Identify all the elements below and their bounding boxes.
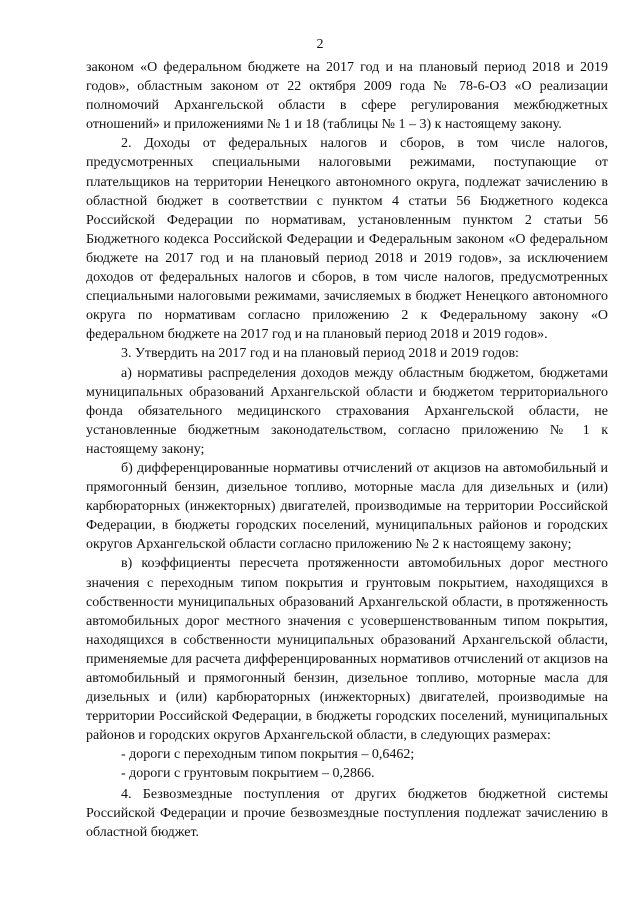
list-item-v: в) коэффициенты пересчета протяженности автомобильных дорог местного значения с переходным типом покрытия и грунтовым покрытием, находящихся в собственности муниципальных образований Архангельской области, в протяженность автомобильных дорог местного значения с усовершенствованным типом покрытия, находящихся в собственности муниципальных образований Архангельской области, применяемые для расчета дифференцированных нормативов отчислений от акцизов на автомобильный и прямогонный бензин, дизельное топливо, моторные масла для дизельных и (или) карбюраторных (инжекторных) двигателей, производимые на территории Российской Федерации, в бюджеты городских поселений, муниципальных районов и городских округов Архангельской области, в следующих размерах:	[86, 556, 608, 744]
paragraph-section-2: 2. Доходы от федеральных налогов и сборов, в том числе налогов, предусмотренных специальными налоговыми режимами, поступающие от плательщиков на территории Ненецкого автономного округа, подлежат зачислению в областной бюджет в соответствии с пунктом 4 статьи 56 Бюджетного кодекса Российской Федерации по нормативам, установленным пунктом 2 статьи 56 Бюджетного кодекса Российской Федерации и Федеральным законом «О федеральном бюджете на 2017 год и на плановый период 2018 и 2019 годов», за исключением доходов от федеральных налогов и сборов, в том числе налогов, предусмотренных специальными налоговыми режимами, зачисляемых в бюджет Ненецкого автономного округа по нормативам согласно приложению 2 к Федеральному закону «О федеральном бюджете на 2017 год и на плановый период 2018 и 2019 годов».	[86, 136, 608, 343]
document-body	[86, 58, 608, 842]
paragraph-section-3: 3. Утвердить на 2017 год и на плановый период 2018 и 2019 годов:	[121, 346, 519, 362]
paragraph-section-4: 4. Безвозмездные поступления от других бюджетов бюджетной системы Российской Федерации и прочие безвозмездные поступления подлежат зачислению в областной бюджет.	[86, 786, 608, 840]
page-number: 2	[316, 37, 324, 52]
coefficient-transitional-road: - дороги с переходным типом покрытия – 0,6462;	[121, 747, 415, 763]
paragraph-continuation: законом «О федеральном бюджете на 2017 год и на плановый период 2018 и 2019 годов», областным законом от 22 октября 2009 года № 78-6-ОЗ «О реализации полномочий Архангельской области в сфере регулирования межбюджетных отношений» и приложениями № 1 и 18 (таблицы № 1 – 3) к настоящему закону.	[86, 60, 608, 133]
list-item-a: а) нормативы распределения доходов между областным бюджетом, бюджетами муниципальных образований Архангельской области и бюджетом территориального фонда обязательного медицинского страхования Архангельской области, не установленные бюджетным законодательством, согласно приложению № 1 к настоящему закону;	[86, 365, 608, 457]
list-item-b: б) дифференцированные нормативы отчислений от акцизов на автомобильный и прямогонный бензин, дизельное топливо, моторные масла для дизельных и (или) карбюраторных (инжекторных) двигателей, производимые на территории Российской Федерации, в бюджеты городских поселений, муниципальных районов и городских округов Архангельской области согласно приложению № 2 к настоящему закону;	[86, 460, 608, 553]
coefficient-dirt-road: - дороги с грунтовым покрытием – 0,2866.	[121, 766, 375, 782]
